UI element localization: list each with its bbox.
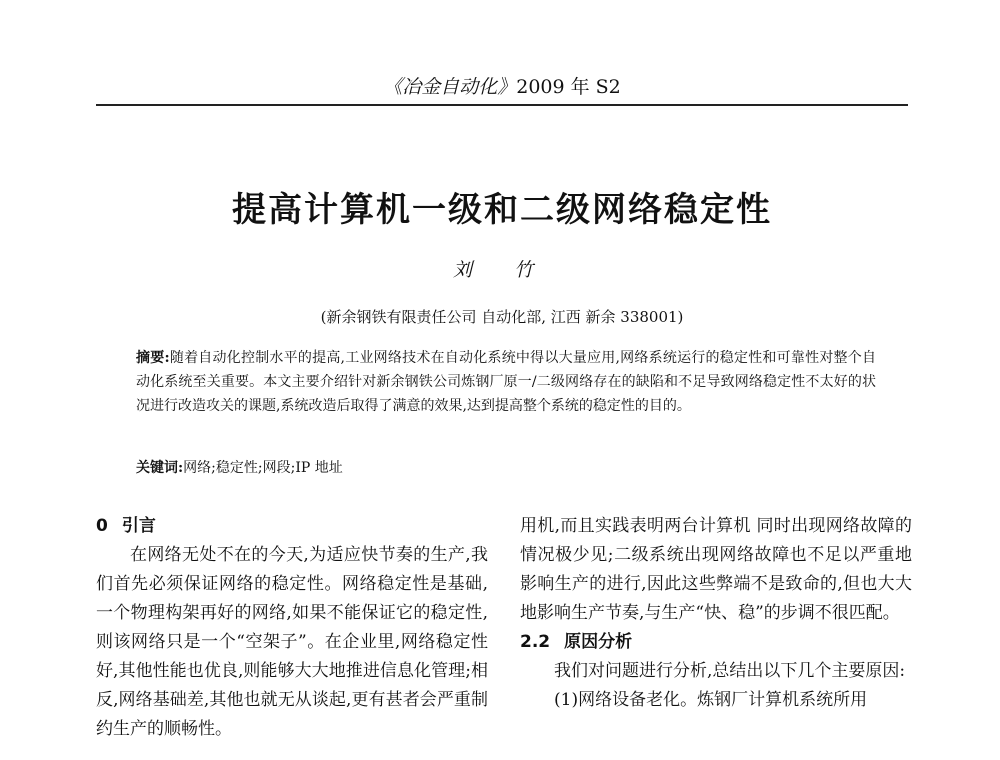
- section-number: 0: [96, 516, 108, 536]
- keywords-label: 关键词:: [136, 460, 184, 476]
- subsection-number: 2.2: [520, 632, 551, 652]
- running-header: [96, 72, 908, 99]
- subsection-heading: [520, 628, 912, 657]
- header-rule: [96, 104, 908, 106]
- keywords: [136, 456, 876, 480]
- paper-title: 提高计算机一级和二级网络稳定性: [232, 190, 772, 230]
- intro-paragraph: 在网络无处不在的今天,为适应快节奏的生产,我们首先必须保证网络的稳定性。网络稳定性是基础,一个物理构架再好的网络,如果不能保证它的稳定性,则该网络只是一个“空架子”。在企业里,网络稳定性好,其他性能也优良,则能够大大地推进信息化管理;相反,网络基础差,其他也就无从谈起,更有甚者会严重制约生产的顺畅性。: [96, 545, 488, 739]
- abstract-label: 摘要:: [136, 350, 170, 366]
- journal-issue: 2009 年 S2: [516, 76, 621, 98]
- journal-name: 《冶金自动化》: [383, 76, 517, 98]
- list-item-1: (1)网络设备老化。炼钢厂计算机系统所用: [554, 690, 868, 710]
- left-column: [96, 512, 488, 744]
- abstract-text: 随着自动化控制水平的提高,工业网络技术在自动化系统中得以大量应用,网络系统运行的稳定性和可靠性对整个自动化系统至关重要。本文主要介绍针对新余钢铁公司炼钢厂原一/二级网络存在的缺陷和不足导致网络稳定性不太好的状况进行改造攻关的课题,系统改造后取得了满意的效果,达到提高整个系统的稳定性的目的。: [136, 350, 876, 414]
- section-heading: [96, 512, 488, 541]
- analysis-paragraph: 我们对问题进行分析,总结出以下几个主要原因:: [554, 661, 906, 681]
- right-column: [520, 512, 912, 715]
- author-affiliation: (新余钢铁有限责任公司 自动化部, 江西 新余 338001): [320, 308, 684, 326]
- subsection-title: 原因分析: [564, 632, 633, 652]
- abstract: [136, 346, 876, 418]
- keywords-text: 网络;稳定性;网段;IP 地址: [183, 460, 343, 476]
- continued-paragraph: 用机,而且实践表明两台计算机 同时出现网络故障的情况极少见;二级系统出现网络故障也不足以严重地影响生产的进行,因此这些弊端不是致命的,但也大大地影响生产节奏,与生产“快、稳”的步调不很匹配。: [520, 516, 912, 623]
- section-title: 引言: [121, 516, 156, 536]
- author-name: 刘 竹: [452, 259, 552, 281]
